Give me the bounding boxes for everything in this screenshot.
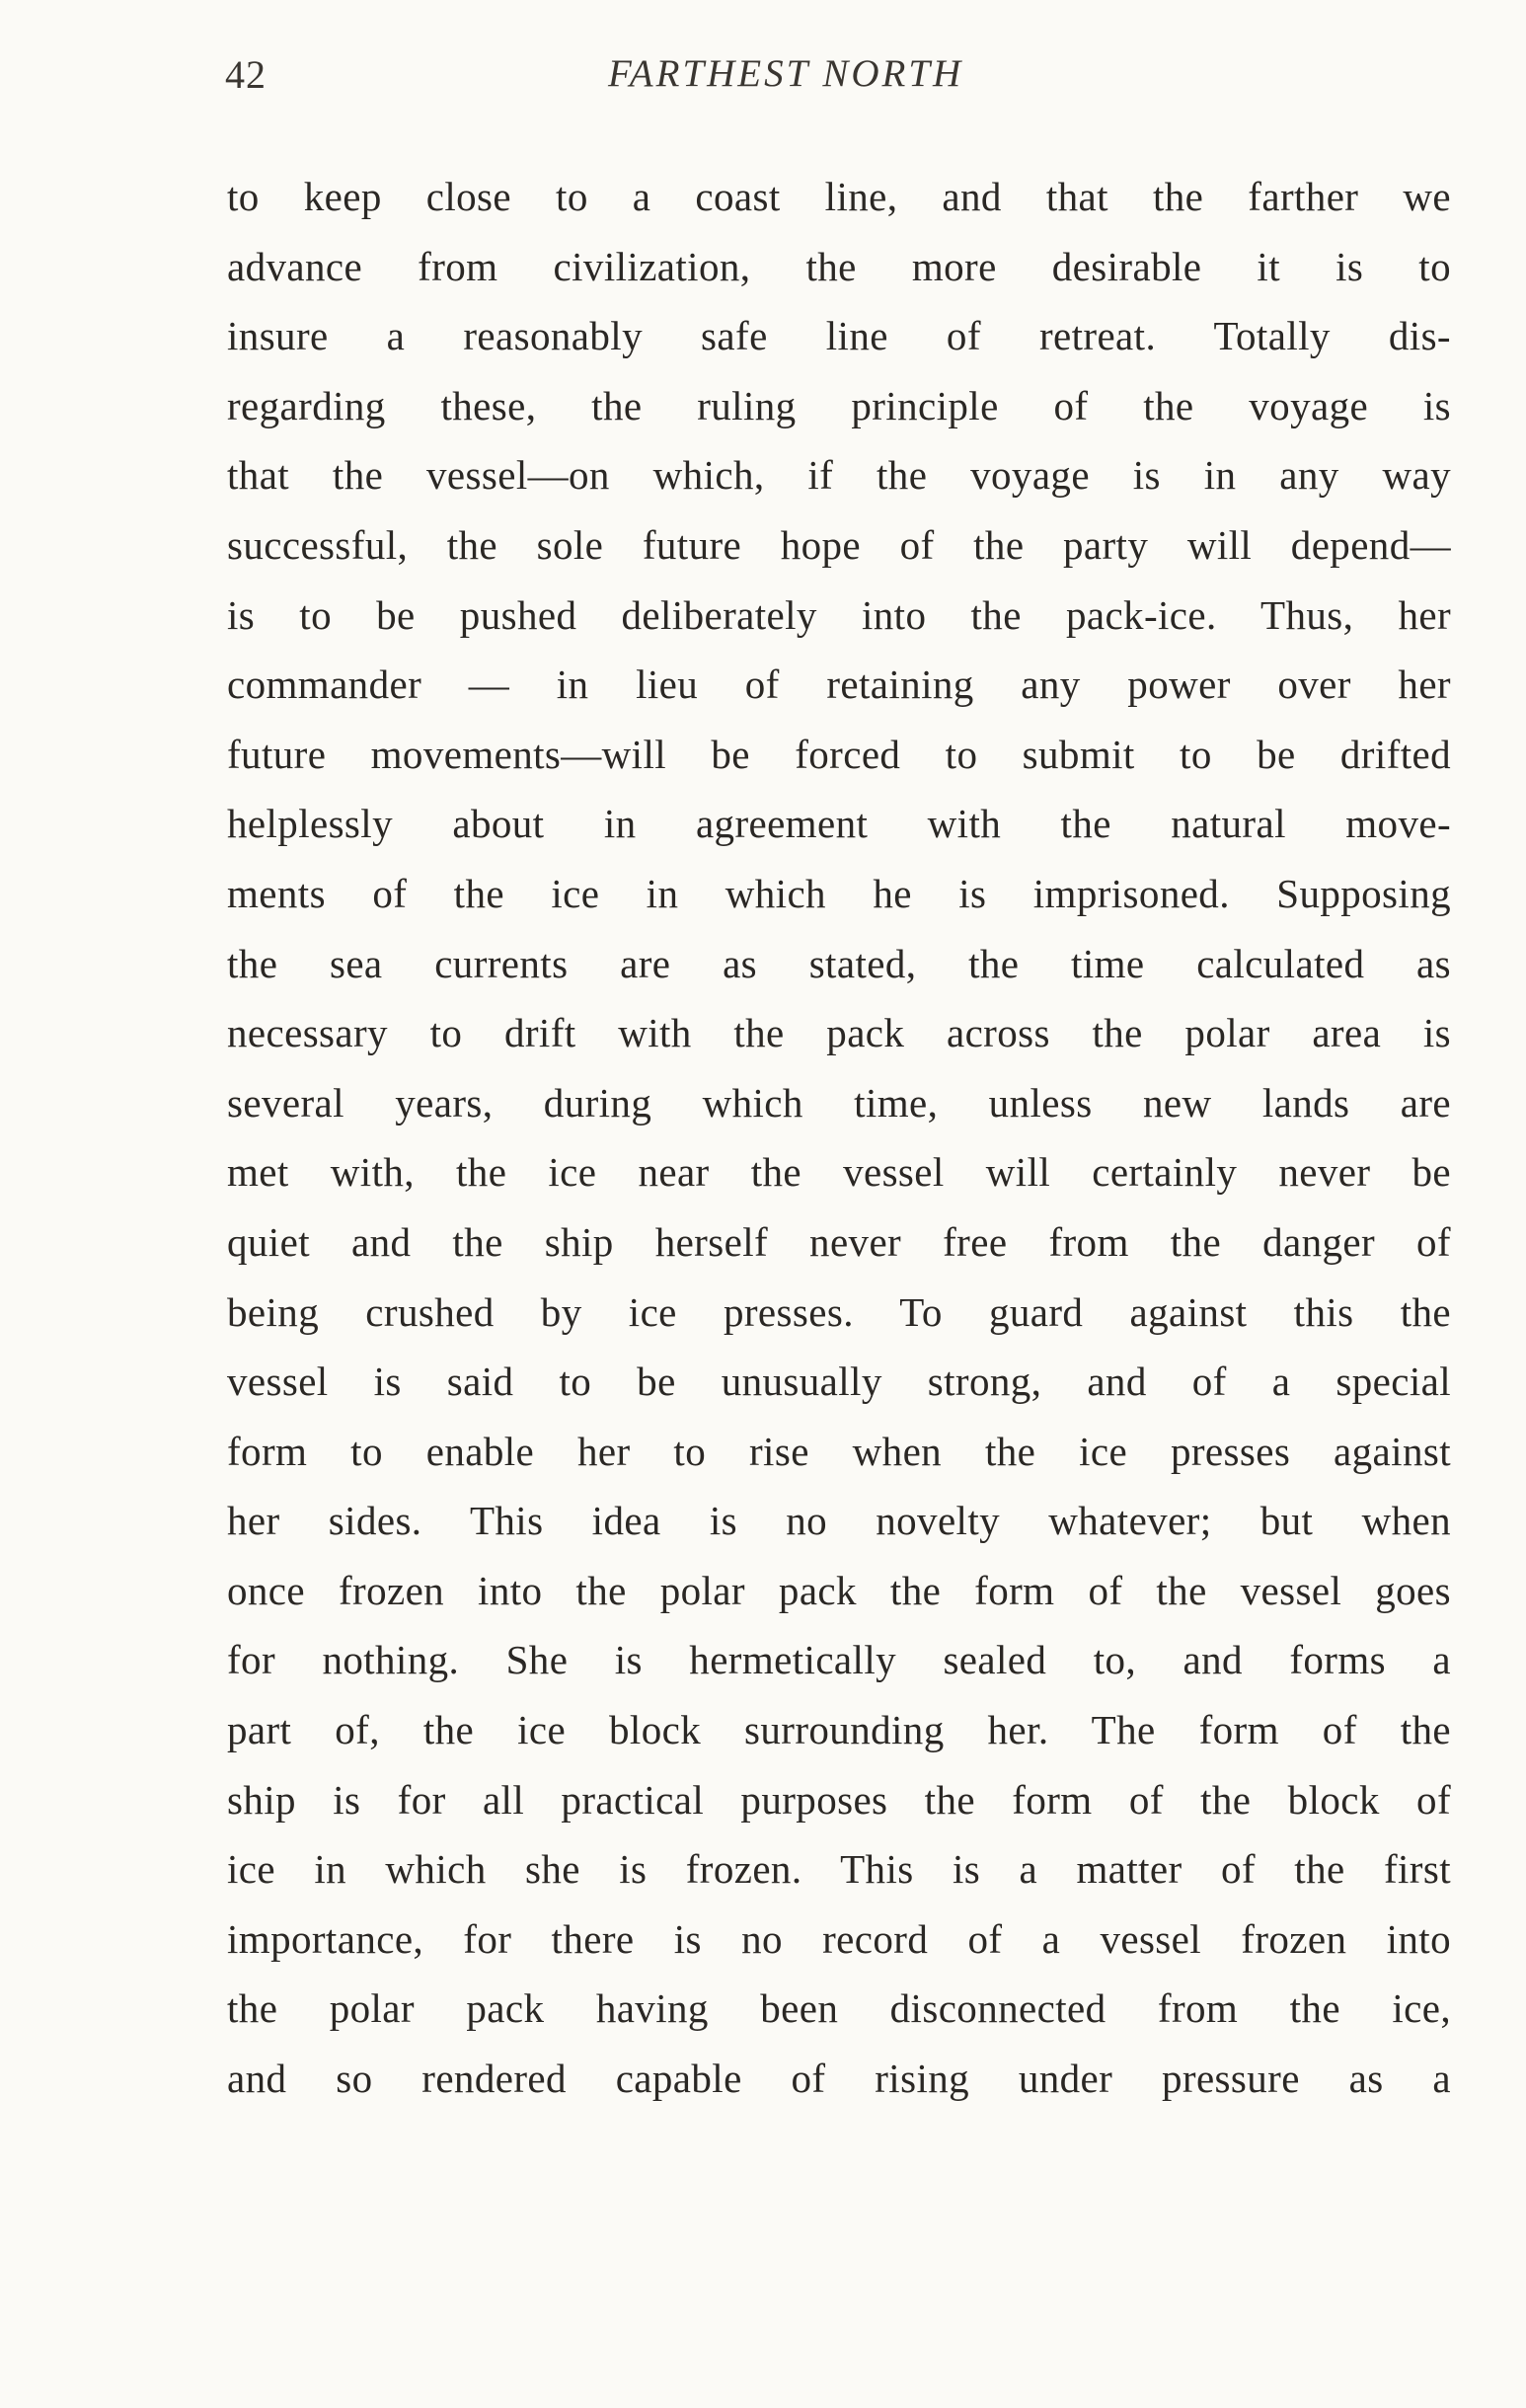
text-line: the sea currents are as stated, the time calculated as <box>227 940 1451 986</box>
text-line: insure a reasonably safe line of retreat. Totally dis- <box>227 313 1451 359</box>
text-line: that the vessel—on which, if the voyage is in any way <box>227 452 1451 499</box>
page-number: 42 <box>225 52 267 97</box>
text-line: being crushed by ice presses. To guard against this the <box>227 1288 1451 1335</box>
text-line: regarding these, the ruling principle of the voyage is <box>227 382 1451 428</box>
text-line: ice in which she is frozen. This is a matter of the first <box>227 1846 1451 1893</box>
text-line: for nothing. She is hermetically sealed to, and forms a <box>227 1637 1451 1683</box>
text-line: and so rendered capable of rising under pressure as a <box>227 2056 1451 2102</box>
text-line: ship is for all practical purposes the form of the block of <box>227 1776 1451 1823</box>
text-line: form to enable her to rise when the ice presses against <box>227 1428 1451 1474</box>
text-line: advance from civilization, the more desirable it is to <box>227 243 1451 289</box>
text-line: vessel is said to be unusually strong, and of a special <box>227 1359 1451 1405</box>
text-line: importance, for there is no record of a vessel frozen into <box>227 1915 1451 1962</box>
text-line: once frozen into the polar pack the form of the vessel goes <box>227 1567 1451 1613</box>
text-line: future movements—will be forced to submit to be drifted <box>227 731 1451 777</box>
text-line: successful, the sole future hope of the party will depend— <box>227 521 1451 568</box>
text-line: helplessly about in agreement with the natural move- <box>227 801 1451 847</box>
text-line: quiet and the ship herself never free from the danger of <box>227 1218 1451 1265</box>
text-line: met with, the ice near the vessel will certainly never be <box>227 1149 1451 1196</box>
text-line: is to be pushed deliberately into the pack-ice. Thus, her <box>227 591 1451 638</box>
running-head <box>225 51 1451 111</box>
running-title: FARTHEST NORTH <box>608 52 964 95</box>
text-line: her sides. This idea is no novelty whatever; but when <box>227 1498 1451 1544</box>
body-text <box>227 162 1451 2114</box>
text-line: ments of the ice in which he is imprisoned. Supposing <box>227 870 1451 916</box>
text-line: to keep close to a coast line, and that the farther we <box>227 174 1451 219</box>
text-line: the polar pack having been disconnected from the ice, <box>227 1985 1451 2032</box>
text-line: commander — in lieu of retaining any power over her <box>227 661 1451 708</box>
text-line: several years, during which time, unless new lands are <box>227 1079 1451 1126</box>
text-line: part of, the ice block surrounding her. The form of the <box>227 1707 1451 1753</box>
text-line: necessary to drift with the pack across the polar area is <box>227 1010 1451 1056</box>
